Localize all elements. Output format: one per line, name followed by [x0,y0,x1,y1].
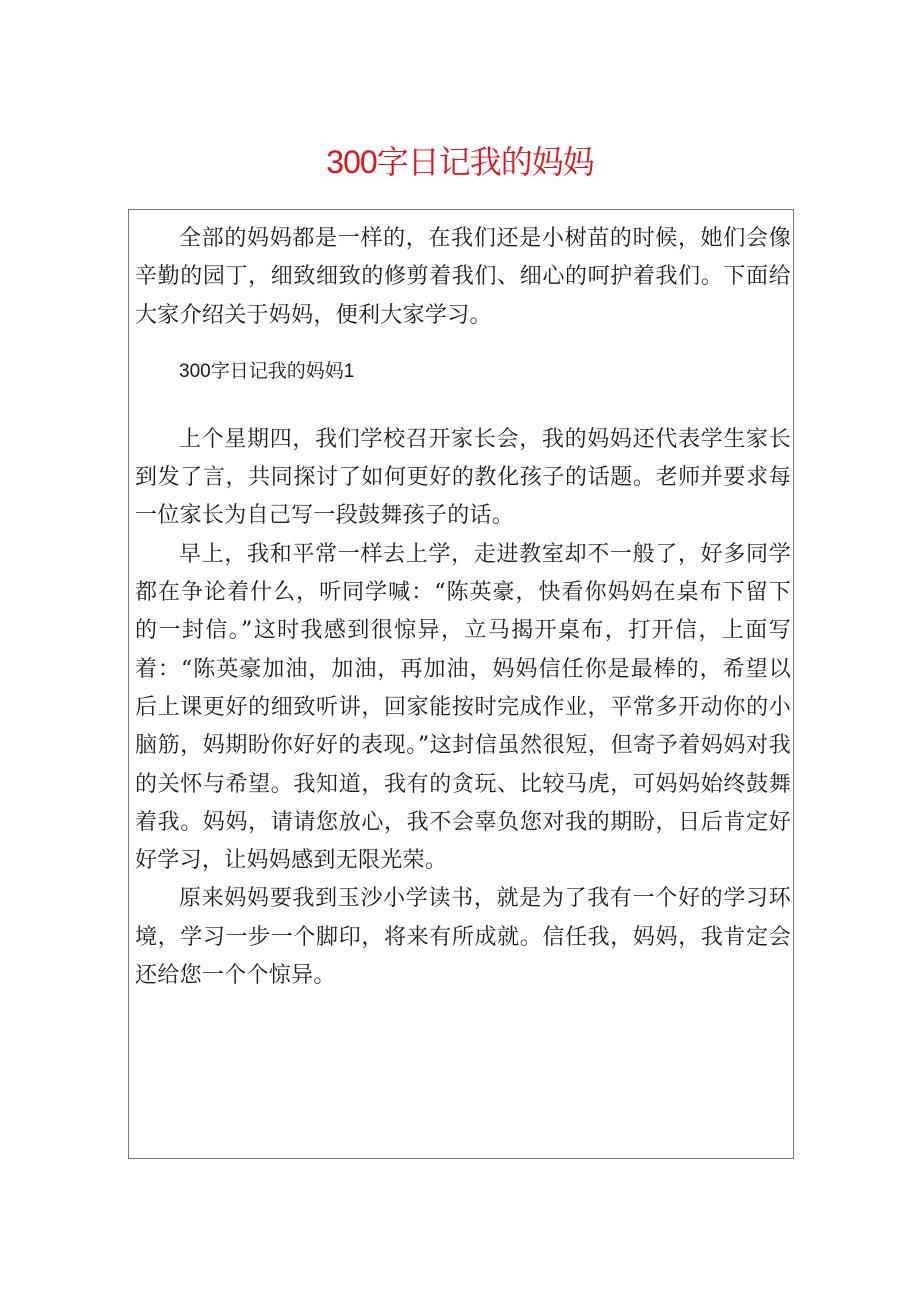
paragraph-3: 原来妈妈要我到玉沙小学读书，就是为了我有一个好的学习环境，学习一步一个脚印，将来有所成就。信任我，妈妈，我肯定会还给您一个个惊异。 [135,886,791,989]
paragraph-2: 早上，我和平常一样去上学，走进教室却不一般了，好多同学都在争论着什么，听同学喊：“陈英豪，快看你妈妈在桌布下留下的一封信。”这时我感到很惊异，立马揭开桌布，打开信，上面写着：“陈英豪加油，加油，再加油，妈妈信任你是最棒的，希望以后上课更好的细致听讲，回家能按时完成作业，平常多开动你的小脑筋，妈期盼你好好的表现。”这封信虽然很短，但寄予着妈妈对我的关怀与希望。我知道，我有的贪玩、比较马虎，可妈妈始终鼓舞着我。妈妈，请请您放心，我不会辜负您对我的期盼，日后肯定好好学习，让妈妈感到无限光荣。 [135,541,791,874]
paragraph-1: 上个星期四，我们学校召开家长会，我的妈妈还代表学生家长到发了言，共同探讨了如何更好的教化孩子的话题。老师并要求每一位家长为自己写一段鼓舞孩子的话。 [135,426,791,529]
article-body [135,220,791,995]
content-box [128,209,794,1159]
section-heading: 300字日记我的妈妈1 [179,360,355,382]
page-title: 300字日记我的妈妈 [326,144,594,180]
intro-paragraph: 全部的妈妈都是一样的，在我们还是小树苗的时候，她们会像辛勤的园丁，细致细致的修剪着我们、细心的呵护着我们。下面给大家介绍关于妈妈，便利大家学习。 [135,226,791,328]
